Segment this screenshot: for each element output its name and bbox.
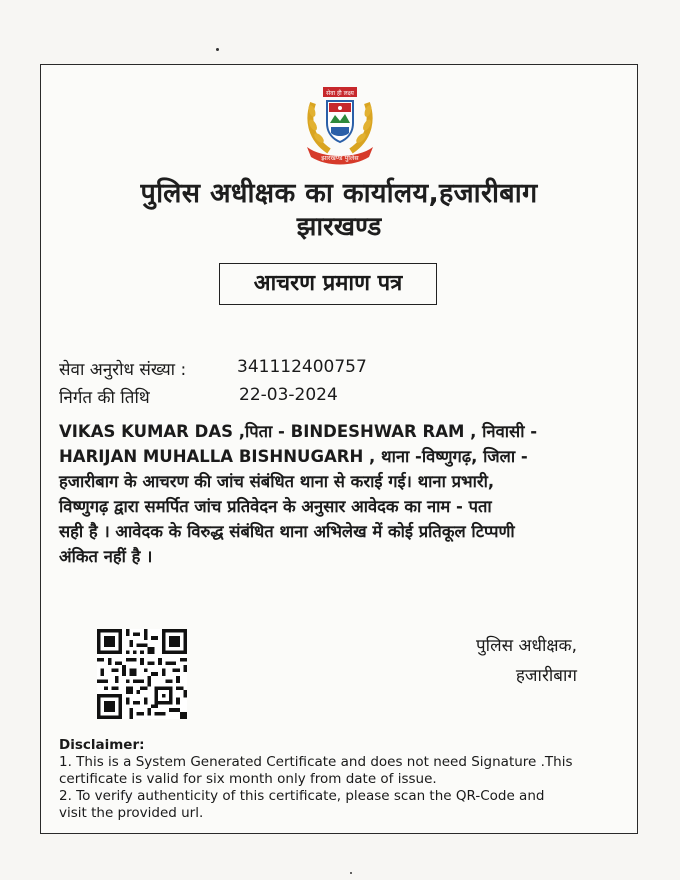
body-line: VIKAS KUMAR DAS ,पिता - BINDESHWAR RAM , निवासी - (59, 422, 538, 441)
body-line: सही है । आवेदक के विरुद्ध संबंधित थाना अभिलेख में कोई प्रतिकूल टिप्पणी (59, 522, 515, 541)
certificate-frame (40, 64, 638, 834)
certificate-body (59, 419, 619, 569)
body-line: हजारीबाग के आचरण की जांच संबंधित थाना से कराई गई। थाना प्रभारी, (59, 472, 495, 491)
disclaimer-line: visit the provided url. (59, 805, 204, 821)
request-number-row (59, 357, 367, 380)
disclaimer (59, 737, 629, 822)
body-line: HARIJAN MUHALLA BISHNUGARH , थाना -विष्णुगढ़, जिला - (59, 447, 528, 466)
disclaimer-heading: Disclaimer: (59, 737, 145, 753)
scan-speck (216, 48, 219, 51)
request-number-label: सेवा अनुरोध संख्या : (59, 360, 187, 380)
disclaimer-line: 2. To verify authenticity of this certificate, please scan the QR-Code and (59, 788, 545, 804)
verification-qr-code[interactable] (97, 629, 187, 719)
office-title: पुलिस अधीक्षक का कार्यालय,हजारीबाग (140, 178, 538, 209)
signatory-place: हजारीबाग (515, 666, 577, 686)
issue-date-value: 22-03-2024 (239, 385, 338, 405)
disclaimer-line: 1. This is a System Generated Certificate and does not need Signature .This (59, 754, 573, 770)
body-line: अंकित नहीं है । (59, 547, 153, 566)
issue-date-label: निर्गत की तिथि (59, 388, 150, 408)
disclaimer-line: certificate is valid for six month only from date of issue. (59, 771, 437, 787)
state-title: झारखण्ड (296, 212, 382, 242)
request-number-value: 341112400757 (237, 357, 367, 377)
issue-date-row (59, 385, 338, 408)
signature-block (437, 631, 577, 691)
signatory-designation: पुलिस अधीक्षक, (476, 636, 577, 656)
emblem-banner-text: झारखण्ड पुलिस (321, 154, 359, 162)
emblem-motto: सेवा ही लक्ष्य (326, 90, 354, 97)
body-line: विष्णुगढ़ द्वारा समर्पित जांच प्रतिवेदन के अनुसार आवेदक का नाम - पता (59, 497, 492, 516)
scan-speck (350, 872, 352, 874)
certificate-title: आचरण प्रमाण पत्र (219, 263, 437, 305)
jharkhand-police-emblem (303, 81, 377, 167)
